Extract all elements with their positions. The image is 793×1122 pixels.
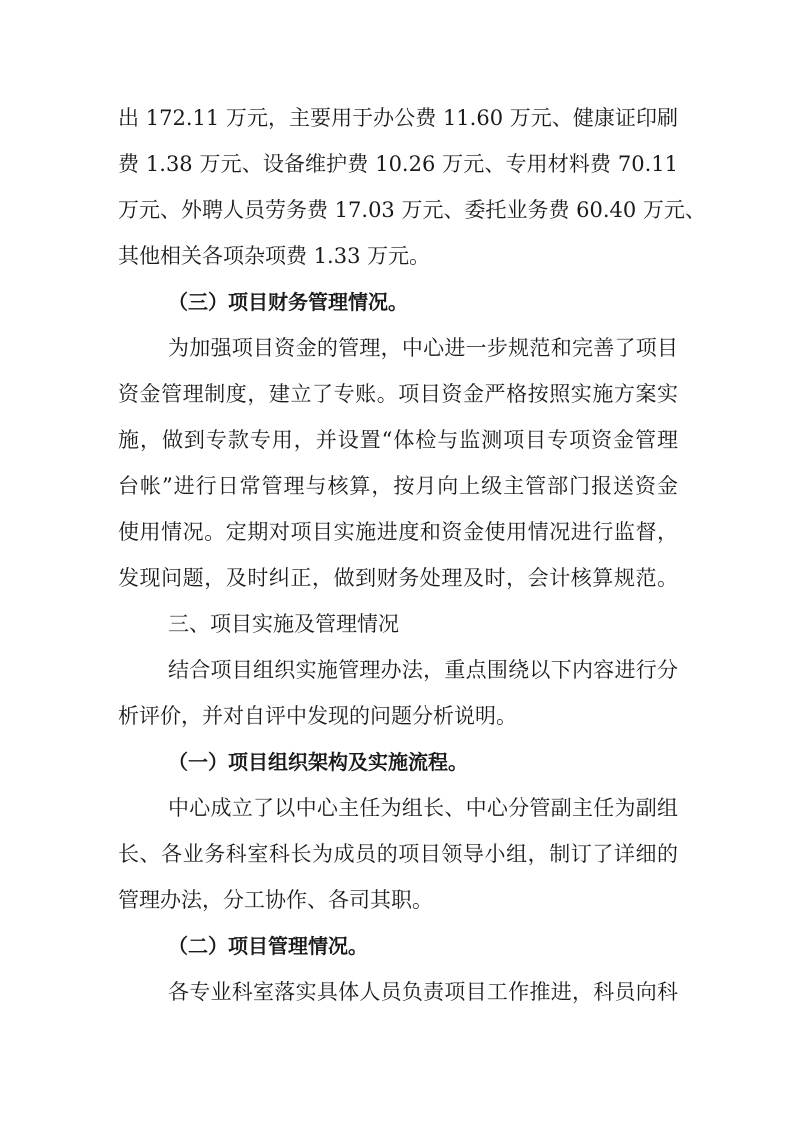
section-heading-1: （一）项目组织架构及实施流程。 [168, 750, 468, 774]
body-text-line: 使用情况。定期对项目实施进度和资金使用情况进行监督， [118, 520, 678, 544]
section-heading-3: （三）项目财务管理情况。 [168, 290, 408, 314]
body-text-line: 管理办法，分工协作、各司其职。 [118, 888, 433, 912]
section-heading-chapter-3: 三、项目实施及管理情况 [168, 612, 399, 636]
body-text-line: 中心成立了以中心主任为组长、中心分管副主任为副组 [168, 796, 678, 820]
body-text-line: 结合项目组织实施管理办法，重点围绕以下内容进行分 [168, 658, 678, 682]
body-text-line: 其他相关各项杂项费 1.33 万元。 [118, 244, 431, 268]
body-text-line: 发现问题，及时纠正，做到财务处理及时，会计核算规范。 [118, 566, 678, 590]
body-text-line: 长、各业务科室科长为成员的项目领导小组，制订了详细的 [118, 842, 678, 866]
section-heading-2: （二）项目管理情况。 [168, 934, 368, 958]
body-text-line: 施，做到专款专用，并设置“体检与监测项目专项资金管理 [118, 428, 678, 452]
body-text-line: 出 172.11 万元，主要用于办公费 11.60 万元、健康证印刷 [118, 106, 678, 130]
body-text-line: 万元、外聘人员劳务费 17.03 万元、委托业务费 60.40 万元、 [118, 198, 706, 222]
body-text-line: 台帐”进行日常管理与核算，按月向上级主管部门报送资金 [118, 474, 678, 498]
body-text-line: 各专业科室落实具体人员负责项目工作推进，科员向科 [168, 980, 678, 1004]
body-text-line: 资金管理制度，建立了专账。项目资金严格按照实施方案实 [118, 382, 678, 406]
body-text-line: 费 1.38 万元、设备维护费 10.26 万元、专用材料费 70.11 [118, 152, 678, 176]
body-text-line: 析评价，并对自评中发现的问题分析说明。 [118, 704, 517, 728]
body-text-line: 为加强项目资金的管理，中心进一步规范和完善了项目 [168, 336, 678, 360]
